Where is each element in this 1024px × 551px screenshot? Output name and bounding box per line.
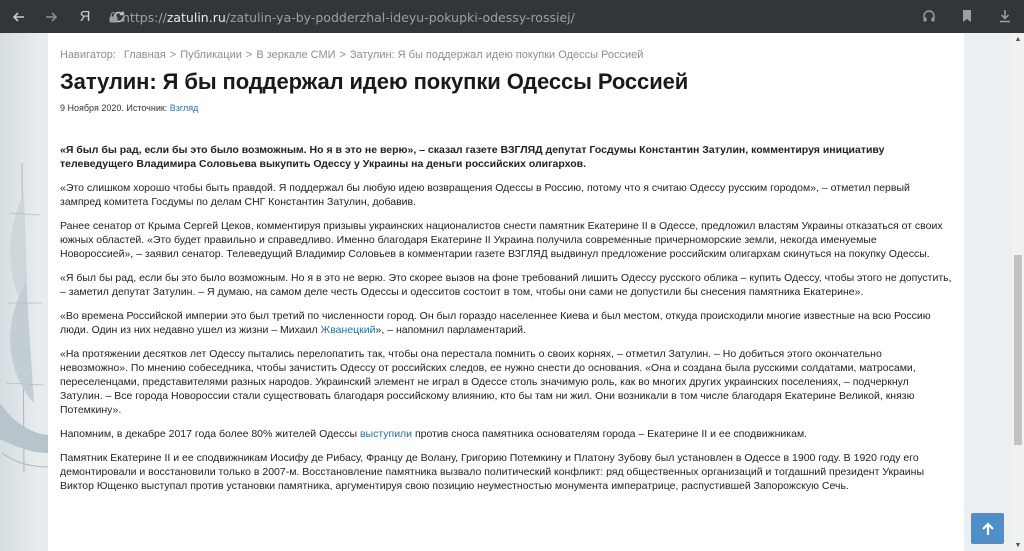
breadcrumb	[60, 49, 952, 61]
breadcrumb-home[interactable]: Главная	[123, 49, 166, 61]
source-label: Источник:	[126, 103, 168, 113]
paragraph-text: », – напомнил парламентарий.	[375, 324, 526, 336]
arrow-left-icon	[12, 10, 26, 24]
back-to-top-button[interactable]	[971, 513, 1004, 544]
page-title: Затулин: Я бы поддержал идею покупки Одессы Россией	[60, 69, 689, 94]
article-date: 9 Ноября 2020.	[60, 103, 124, 113]
back-button[interactable]	[6, 4, 32, 30]
article-paragraph: «На протяжении десятков лет Одессу пытались перелопатить так, чтобы она перестала помнить о своих корнях, – отметил Затулин. – Но добиться этого окончательно невозможно». По мнению собеседника, чтобы зачистить Одессу от российских следов, ее нужно снести до основания. «Она и создана была русскими солдатами, матросами, переселенцами, представителями разных народов. Украинский элемент не играл в Одессе столь значимую роль, как во многих других украинских поселениях, – подчеркнул Затулин. – Все города Новороссии стали существовать благодаря российскому влиянию, кто бы там ни жил. Они возникали в том числе благодаря Екатерине Великой, князю Потемкину».	[60, 348, 916, 416]
article-paragraph: «Это слишком хорошо чтобы быть правдой. Я поддержал бы любую идею возвращения Одессы в Россию, потому что я считаю Одессу русским городом», – отметил первый зампред комитета Госдумы по делам СНГ Константин Затулин, добавив.	[60, 182, 910, 208]
breadcrumb-separator: >	[339, 49, 346, 61]
breadcrumb-separator: >	[169, 49, 177, 61]
breadcrumb-separator: >	[245, 49, 253, 61]
breadcrumb-prefix: Навигатор:	[60, 49, 116, 61]
paragraph-text: против сноса памятника основателям города – Екатерине II и ее сподвижникам.	[412, 428, 808, 440]
paragraph-text: Напомним, в декабре 2017 года более 80% жителей Одессы	[60, 428, 360, 440]
download-icon	[998, 9, 1012, 23]
article-lead: «Я был бы рад, если бы это было возможным. Но я в это не верю», – сказал газете ВЗГЛЯД депутат Госдумы Константин Затулин, комментируя инициативу телеведущего Владимира Соловьева выкупить Одессу у Украины на деньги российских олигархов.	[60, 144, 885, 170]
url-host: zatulin.ru	[166, 9, 226, 25]
ship-decoration-image	[0, 153, 48, 483]
lock-icon[interactable]	[104, 12, 122, 23]
page-background	[0, 33, 1012, 551]
article-meta	[60, 103, 952, 113]
headphones-icon	[922, 9, 936, 23]
article-paragraph	[60, 427, 952, 441]
article-paragraph: Памятник Екатерине II и ее сподвижникам Иосифу де Рибасу, Францу де Волану, Григорию Потемкину и Платону Зубову был установлен в Одессе в 1900 году. В 1920 году его демонтировали и восстановили только в 2007-м. Восстановление памятника вызвало политический конфликт: ряд общественных организаций и тогдашний президент Украины Виктор Ющенко выступал против установки памятника, аргументируя свою позицию неуместностью монумента императрице, распустившей Запорожскую Сечь.	[60, 452, 925, 492]
article-body	[60, 143, 952, 493]
scroll-down-icon[interactable]: ▼	[1014, 541, 1022, 549]
url-path: /zatulin-ya-by-podderzhal-ideyu-pokupki-odessy-rossiej/	[225, 9, 575, 25]
breadcrumb-current: Затулин: Я бы поддержал идею покупки Одессы Россией	[349, 49, 644, 61]
browser-toolbar	[0, 0, 1024, 33]
bookmark-button[interactable]	[954, 3, 980, 29]
source-link[interactable]: Взгляд	[169, 103, 199, 113]
url-scheme: https://	[122, 9, 167, 25]
scroll-up-icon[interactable]: ▲	[1014, 35, 1022, 43]
zhvanetsky-link[interactable]: Жванецкий	[320, 324, 376, 336]
article-paragraph	[60, 309, 952, 337]
arrow-right-icon	[44, 10, 58, 24]
paragraph-text: «Во времена Российской империи это был третий по численности город. Он был гораздо населеннее Киева и был местом, откуда происходили многие известные на всю Россию люди. Один из них недавно ушел из жизни – Михаил	[60, 310, 931, 336]
breadcrumb-media-mirror[interactable]: В зеркале СМИ	[256, 49, 336, 61]
breadcrumb-publications[interactable]: Публикации	[180, 49, 242, 61]
bookmark-icon	[961, 9, 973, 23]
arrow-up-icon	[980, 521, 996, 537]
article-paragraph: Ранее сенатор от Крыма Сергей Цеков, комментируя призывы украинских националистов снести памятник Екатерине II в Одессе, предложил властям Украины отказаться от своих южных областей. «Это будет правильно и справедливо. Именно благодаря Екатерине II Украина получила современные причерноморские земли, некогда именуемые Новороссией», – заявил сенатор. Телеведущий Владимир Соловьев в комментарии газете ВЗГЛЯД выдвинул предложение российским олигархам скинуться на покупку Одессы.	[60, 220, 943, 260]
forward-button[interactable]	[38, 4, 64, 30]
protest-link[interactable]: выступили	[359, 428, 413, 440]
download-button[interactable]	[992, 3, 1018, 29]
page-scrollbar[interactable]	[1012, 33, 1024, 551]
scrollbar-thumb[interactable]	[1014, 255, 1022, 445]
headphones-button[interactable]	[916, 3, 942, 29]
article-container	[48, 33, 964, 551]
address-bar[interactable]	[104, 6, 914, 28]
article-paragraph: «Я был бы рад, если бы это было возможным. Но я в это не верю. Это скорее вызов на фоне требований лишить Одессу русского облика – купить Одессу, чтобы этого не допустить, – заметил депутат Затулин. – Я думаю, на самом деле честь Одессы и одесситов состоит в том, чтобы они сами не допустили бы снесения памятника Екатерине».	[60, 272, 952, 298]
yandex-button[interactable]: Я	[79, 8, 91, 25]
